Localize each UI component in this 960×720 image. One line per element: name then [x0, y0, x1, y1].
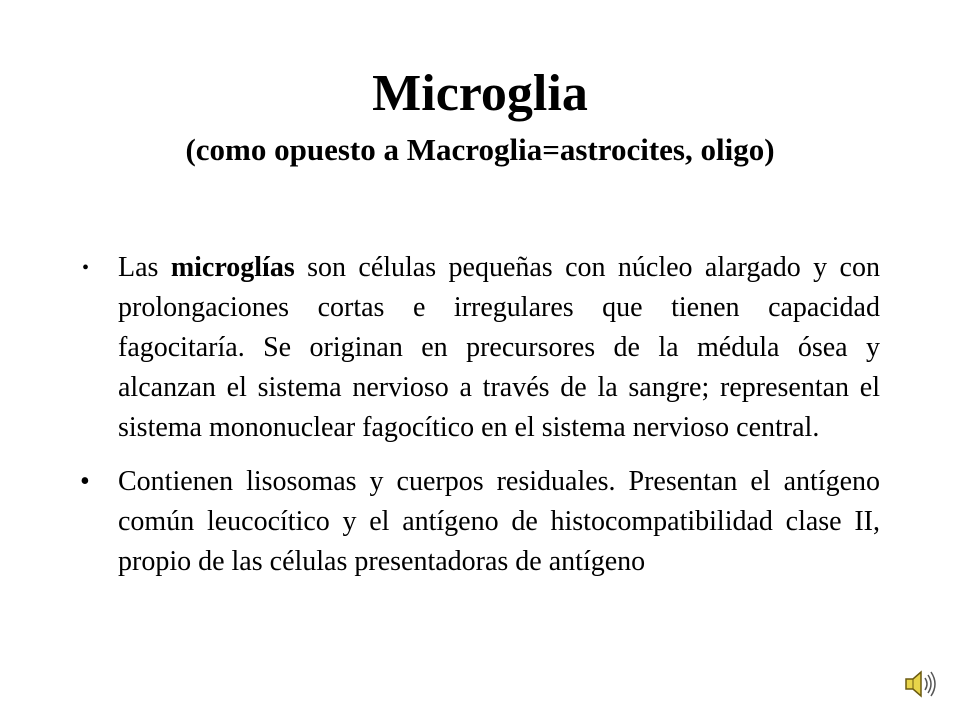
bullet-text-prefix: Las	[118, 252, 171, 283]
bullet-text: Contienen lisosomas y cuerpos residuales. Presentan el antígeno común leucocítico y el antígeno de histocompatibilidad clase II, propio de las células presentadoras de antígeno	[118, 466, 880, 577]
bullet-marker: •	[80, 466, 90, 497]
speaker-icon[interactable]	[900, 664, 940, 704]
bullet-text-bold: microglías	[170, 252, 295, 283]
bullet-item-microglias	[82, 248, 880, 448]
bullet-item-lisosomas	[80, 462, 880, 582]
slide-subtitle: (como opuesto a Macroglia=astrocites, oligo)	[185, 132, 775, 167]
bullet-list	[0, 248, 960, 582]
bullet-marker: •	[82, 257, 90, 279]
slide-title: Microglia	[372, 65, 588, 122]
bullet-text-rest: son células pequeñas con núcleo alargado y con prolongaciones cortas e irregulares que tienen capacidad fagocitaría. Se originan en precursores de la médula ósea y alcanzan el sistema nervioso a través de la sangre; representan el sistema mononuclear fagocítico en el sistema nervioso central.	[118, 252, 880, 443]
